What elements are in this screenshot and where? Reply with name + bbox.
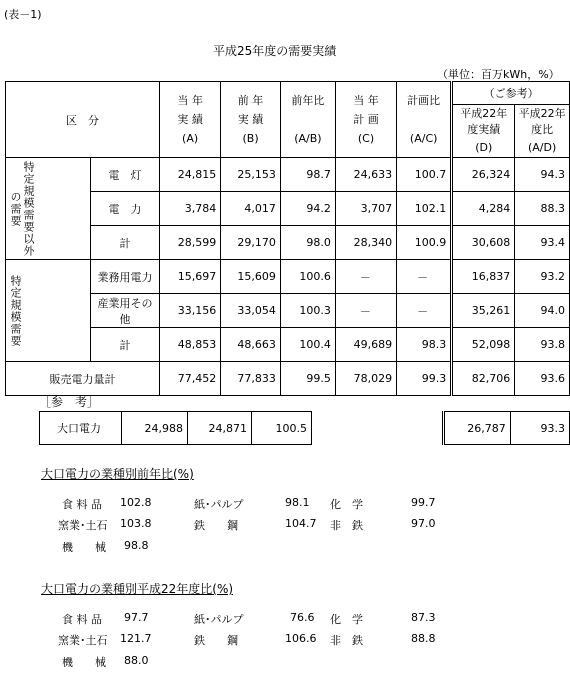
industry-name: 食 料 品 xyxy=(62,498,102,511)
industry-value: 103.8 xyxy=(120,517,152,530)
industry-name: 食 料 品 xyxy=(62,613,102,626)
industry-value: 97.0 xyxy=(411,517,436,530)
industry-name: 非 鉄 xyxy=(330,634,363,647)
header-ad-bot: (A/D) xyxy=(515,137,570,158)
reference-row: 26,787 93.3 xyxy=(444,412,570,445)
page-title: 平成25年度の需要実績 xyxy=(213,44,337,58)
industry-value: 97.7 xyxy=(124,611,149,624)
table-row-total: 販売電力量計 77,452 77,833 99.5 78,029 99.3 82,706 93.6 xyxy=(6,362,570,396)
industry-value: 121.7 xyxy=(120,632,152,645)
industry-value: 76.6 xyxy=(290,611,315,624)
section2-title: 大口電力の業種別平成22年度比(%) xyxy=(41,582,234,596)
header-kubun: 区 分 xyxy=(6,82,160,158)
table-row: 特定規模需要以外の需要 電 灯 24,815 25,153 98.7 24,633 100.7 26,324 94.3 xyxy=(6,158,570,192)
industry-name: 窯業･土石 xyxy=(58,634,108,647)
table-row: 産業用その他 33,156 33,054 100.3 － － 35,261 94.0 xyxy=(6,294,570,328)
industry-name: 鉄 鋼 xyxy=(194,634,238,647)
table-row: 特定規模需要 業務用電力 15,697 15,609 100.6 － － 16,837 93.2 xyxy=(6,260,570,294)
industry-value: 99.7 xyxy=(411,496,436,509)
header-ac: 計画比 (A/C) xyxy=(397,82,452,158)
industry-name: 機 械 xyxy=(62,541,106,554)
header-b: 前 年 実 績 (B) xyxy=(221,82,281,158)
industry-name: 非 鉄 xyxy=(330,519,363,532)
industry-name: 機 械 xyxy=(62,656,106,669)
industry-value: 104.7 xyxy=(285,517,317,530)
reference-table xyxy=(39,411,312,445)
industry-value: 88.8 xyxy=(411,632,436,645)
reference-table-right xyxy=(442,411,570,445)
industry-value: 87.3 xyxy=(411,611,436,624)
group-label-2: 特定規模需要 xyxy=(6,260,91,362)
industry-name: 化 学 xyxy=(330,498,363,511)
industry-value: 88.0 xyxy=(124,654,149,667)
header-d-top: 平成22年度実績 xyxy=(452,105,515,138)
table-number: (表－1) xyxy=(4,8,42,21)
header-c: 当 年 計 画 (C) xyxy=(335,82,396,158)
unit-label: （単位：百万kWh，%） xyxy=(437,68,560,81)
demand-table xyxy=(5,81,570,396)
industry-value: 102.8 xyxy=(120,496,152,509)
table-row: 電 力 3,784 4,017 94.2 3,707 102.1 4,284 88.3 xyxy=(6,192,570,226)
industry-name: 鉄 鋼 xyxy=(194,519,238,532)
header-reference-group: （ご参考） xyxy=(452,82,570,105)
header-ad-top: 平成22年度比 xyxy=(515,105,570,138)
industry-name: 紙･パルプ xyxy=(194,498,244,511)
industry-name: 紙･パルプ xyxy=(194,613,244,626)
header-a: 当 年 実 績 (A) xyxy=(160,82,221,158)
group-label-1: 特定規模需要以外の需要 xyxy=(6,158,91,260)
reference-label: ［参 考］ xyxy=(39,395,100,409)
header-d-bot: (D) xyxy=(452,137,515,158)
industry-value: 98.1 xyxy=(285,496,310,509)
industry-name: 化 学 xyxy=(330,613,363,626)
table-row: 計 48,853 48,663 100.4 49,689 98.3 52,098 93.8 xyxy=(6,328,570,362)
industry-value: 106.6 xyxy=(285,632,317,645)
header-ab: 前年比 (A/B) xyxy=(280,82,335,158)
table-row: 計 28,599 29,170 98.0 28,340 100.9 30,608 93.4 xyxy=(6,226,570,260)
reference-row: 大口電力 24,988 24,871 100.5 xyxy=(40,412,312,445)
industry-name: 窯業･土石 xyxy=(58,519,108,532)
section1-title: 大口電力の業種別前年比(%) xyxy=(41,467,194,481)
industry-value: 98.8 xyxy=(124,539,149,552)
